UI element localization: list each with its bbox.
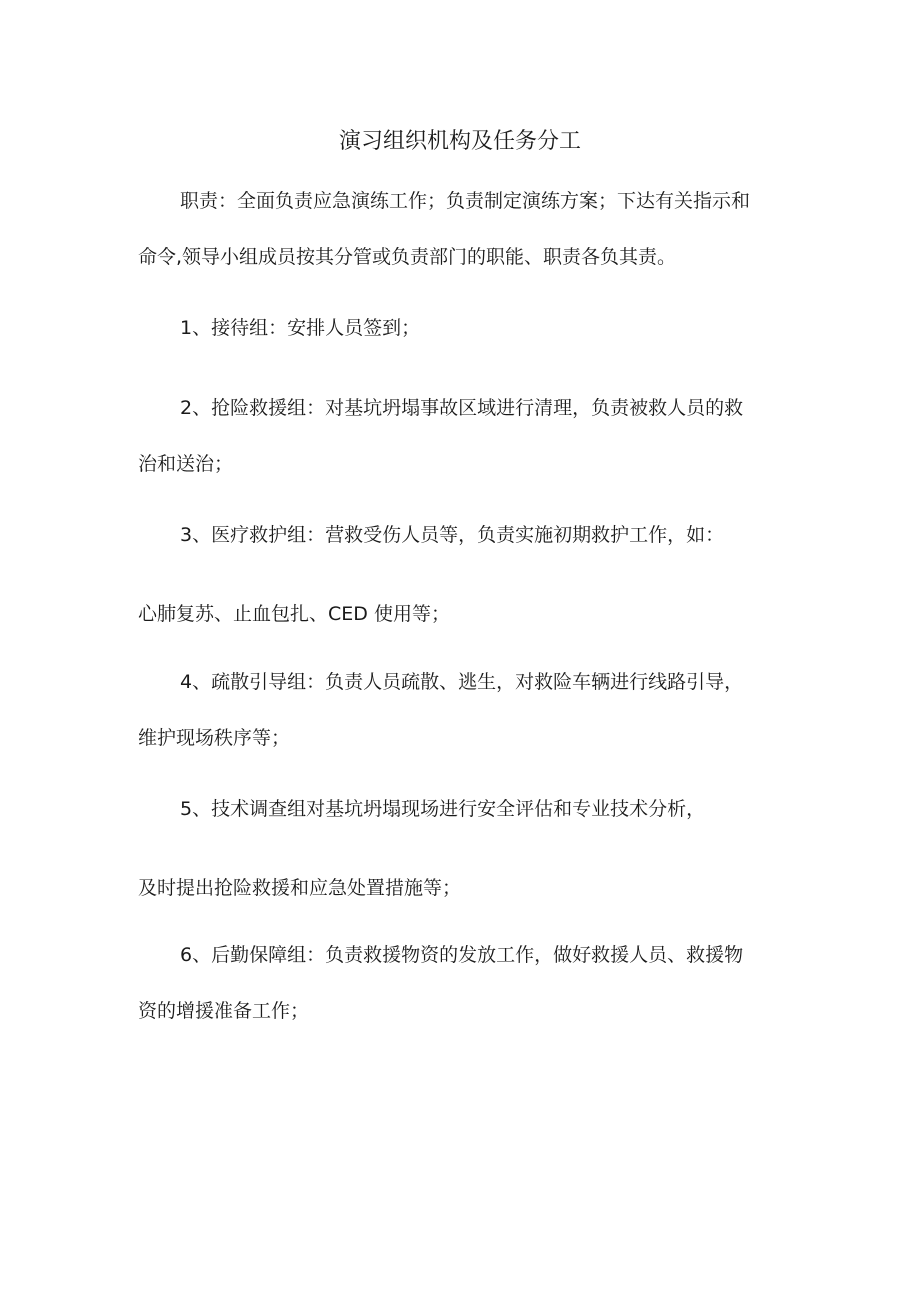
item-4-line-1: 4、疏散引导组：负责人员疏散、逃生，对救险车辆进行线路引导， [180, 671, 744, 693]
item-6-line-1: 6、后勤保障组：负责救援物资的发放工作，做好救援人员、救援物 [180, 944, 744, 966]
item-3-line-1: 3、医疗救护组：营救受伤人员等，负责实施初期救护工作，如： [180, 524, 725, 546]
item-6-line-2: 资的增援准备工作； [138, 1000, 310, 1022]
document-title: 演习组织机构及任务分工 [338, 129, 581, 154]
duty-line-2: 命令,领导小组成员按其分管或负责部门的职能、职责各负其责。 [138, 246, 677, 268]
duty-line-1: 职责：全面负责应急演练工作；负责制定演练方案；下达有关指示和 [180, 190, 751, 212]
item-2-line-1: 2、抢险救援组：对基坑坍塌事故区域进行清理，负责被救人员的救 [180, 397, 744, 419]
item-5-line-1: 5、技术调查组对基坑坍塌现场进行安全评估和专业技术分析， [180, 798, 706, 820]
item-4-line-2: 维护现场秩序等； [138, 727, 291, 749]
item-5-line-2: 及时提出抢险救援和应急处置措施等； [138, 877, 462, 899]
item-3-line-2: 心肺复苏、止血包扎、CED 使用等； [138, 603, 450, 625]
item-1-line-1: 1、接待组：安排人员签到； [180, 317, 421, 339]
item-2-line-2: 治和送治； [138, 453, 234, 475]
